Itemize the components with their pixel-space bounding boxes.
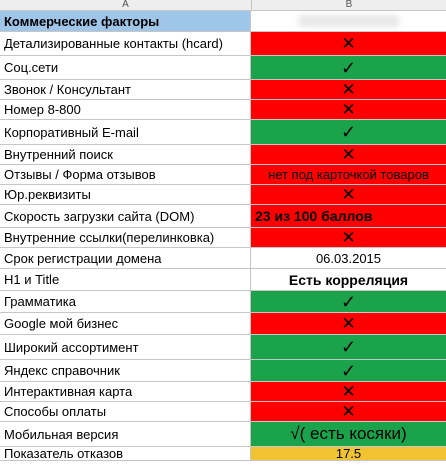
cross-icon: ✕ (341, 34, 356, 53)
value-text: Есть корреляция (288, 271, 409, 288)
factor-value-cell[interactable] (251, 447, 446, 460)
factor-value-cell[interactable] (251, 228, 446, 247)
cross-icon: ✕ (341, 100, 356, 119)
blurred-content (299, 15, 399, 27)
check-icon: ✓ (340, 57, 357, 78)
table-row (0, 80, 446, 100)
factor-value-cell[interactable] (251, 382, 446, 401)
factor-label-cell[interactable]: Отзывы / Форма отзывов (0, 165, 251, 184)
factor-label-cell[interactable]: Грамматика (0, 291, 251, 312)
factor-label-cell[interactable]: Яндекс справочник (0, 360, 251, 381)
factor-label-cell[interactable]: Внутренний поиск (0, 145, 251, 164)
table-row (0, 422, 446, 447)
value-text: 06.03.2015 (315, 250, 382, 266)
table-row (0, 382, 446, 402)
factor-value-cell[interactable] (251, 335, 446, 359)
table-row (0, 269, 446, 291)
section-header-cell[interactable]: Коммерческие факторы (0, 11, 251, 31)
cross-icon: ✕ (341, 145, 356, 164)
table-row (0, 360, 446, 382)
factor-label-cell[interactable]: Интерактивная карта (0, 382, 251, 401)
factor-label-cell[interactable]: Широкий ассортимент (0, 335, 251, 359)
table-row (0, 228, 446, 248)
table-row (0, 335, 446, 360)
factor-value-cell[interactable] (251, 360, 446, 381)
table-row (0, 248, 446, 269)
table-row (0, 447, 446, 461)
factor-value-cell[interactable] (251, 205, 446, 227)
factor-value-cell[interactable] (251, 422, 446, 446)
table-row (0, 32, 446, 56)
factor-label-cell[interactable]: Мобильная версия (0, 422, 251, 446)
factor-value-cell[interactable] (251, 32, 446, 55)
factor-value-cell[interactable] (251, 402, 446, 421)
factor-value-cell[interactable] (251, 269, 446, 290)
table-row (0, 145, 446, 165)
factor-value-cell[interactable] (251, 120, 446, 144)
factor-label-cell[interactable]: Юр.реквизиты (0, 185, 251, 204)
check-icon: ✓ (340, 360, 357, 381)
factor-value-cell[interactable] (251, 56, 446, 79)
factor-value-cell[interactable] (251, 80, 446, 99)
cross-icon: ✕ (341, 314, 356, 333)
table-row (0, 402, 446, 422)
factor-label-cell[interactable]: Соц.сети (0, 56, 251, 79)
factor-label-cell[interactable]: Номер 8-800 (0, 100, 251, 119)
factor-value-cell[interactable] (251, 313, 446, 334)
table-row (0, 185, 446, 205)
table-row (0, 56, 446, 80)
section-header-row (0, 11, 446, 32)
column-header-a[interactable]: A (0, 0, 252, 10)
cross-icon: ✕ (341, 402, 356, 421)
cross-icon: ✕ (341, 185, 356, 204)
value-text: 23 из 100 баллов (255, 208, 373, 224)
column-header-b[interactable]: B (345, 0, 353, 10)
factor-label-cell[interactable]: Показатель отказов (0, 447, 251, 460)
cross-icon: ✕ (341, 382, 356, 401)
factor-label-cell[interactable]: Скорость загрузки сайта (DOM) (0, 205, 251, 227)
factor-value-cell[interactable] (251, 291, 446, 312)
factor-label-cell[interactable]: Корпоративный E-mail (0, 120, 251, 144)
value-text: нет под карточкой товаров (268, 167, 429, 182)
table-row (0, 313, 446, 335)
value-text: √( есть косяки) (290, 424, 407, 443)
table-row (0, 165, 446, 185)
table-row (0, 205, 446, 228)
table-row (0, 120, 446, 145)
factor-label-cell[interactable]: Детализированные контакты (hcard) (0, 32, 251, 55)
section-header-value-cell[interactable] (251, 11, 446, 31)
factor-value-cell[interactable] (251, 248, 446, 268)
factor-value-cell[interactable] (251, 165, 446, 184)
factor-label-cell[interactable]: H1 и Title (0, 269, 251, 290)
factor-label-cell[interactable]: Звонок / Консультант (0, 80, 251, 99)
factor-label-cell[interactable]: Срок регистрации домена (0, 248, 251, 268)
factor-label-cell[interactable]: Способы оплаты (0, 402, 251, 421)
table-row (0, 291, 446, 313)
column-headers (0, 0, 446, 11)
cross-icon: ✕ (341, 228, 356, 247)
check-icon: ✓ (340, 122, 357, 142)
table-row (0, 100, 446, 120)
value-text: 17.5 (335, 447, 362, 460)
check-icon: ✓ (340, 337, 357, 357)
factor-label-cell[interactable]: Внутренние ссылки(перелинковка) (0, 228, 251, 247)
factor-value-cell[interactable] (251, 185, 446, 204)
cross-icon: ✕ (341, 80, 356, 99)
data-rows (0, 32, 446, 461)
factor-value-cell[interactable] (251, 145, 446, 164)
factor-label-cell[interactable]: Google мой бизнес (0, 313, 251, 334)
factor-value-cell[interactable] (251, 100, 446, 119)
check-icon: ✓ (340, 291, 357, 312)
